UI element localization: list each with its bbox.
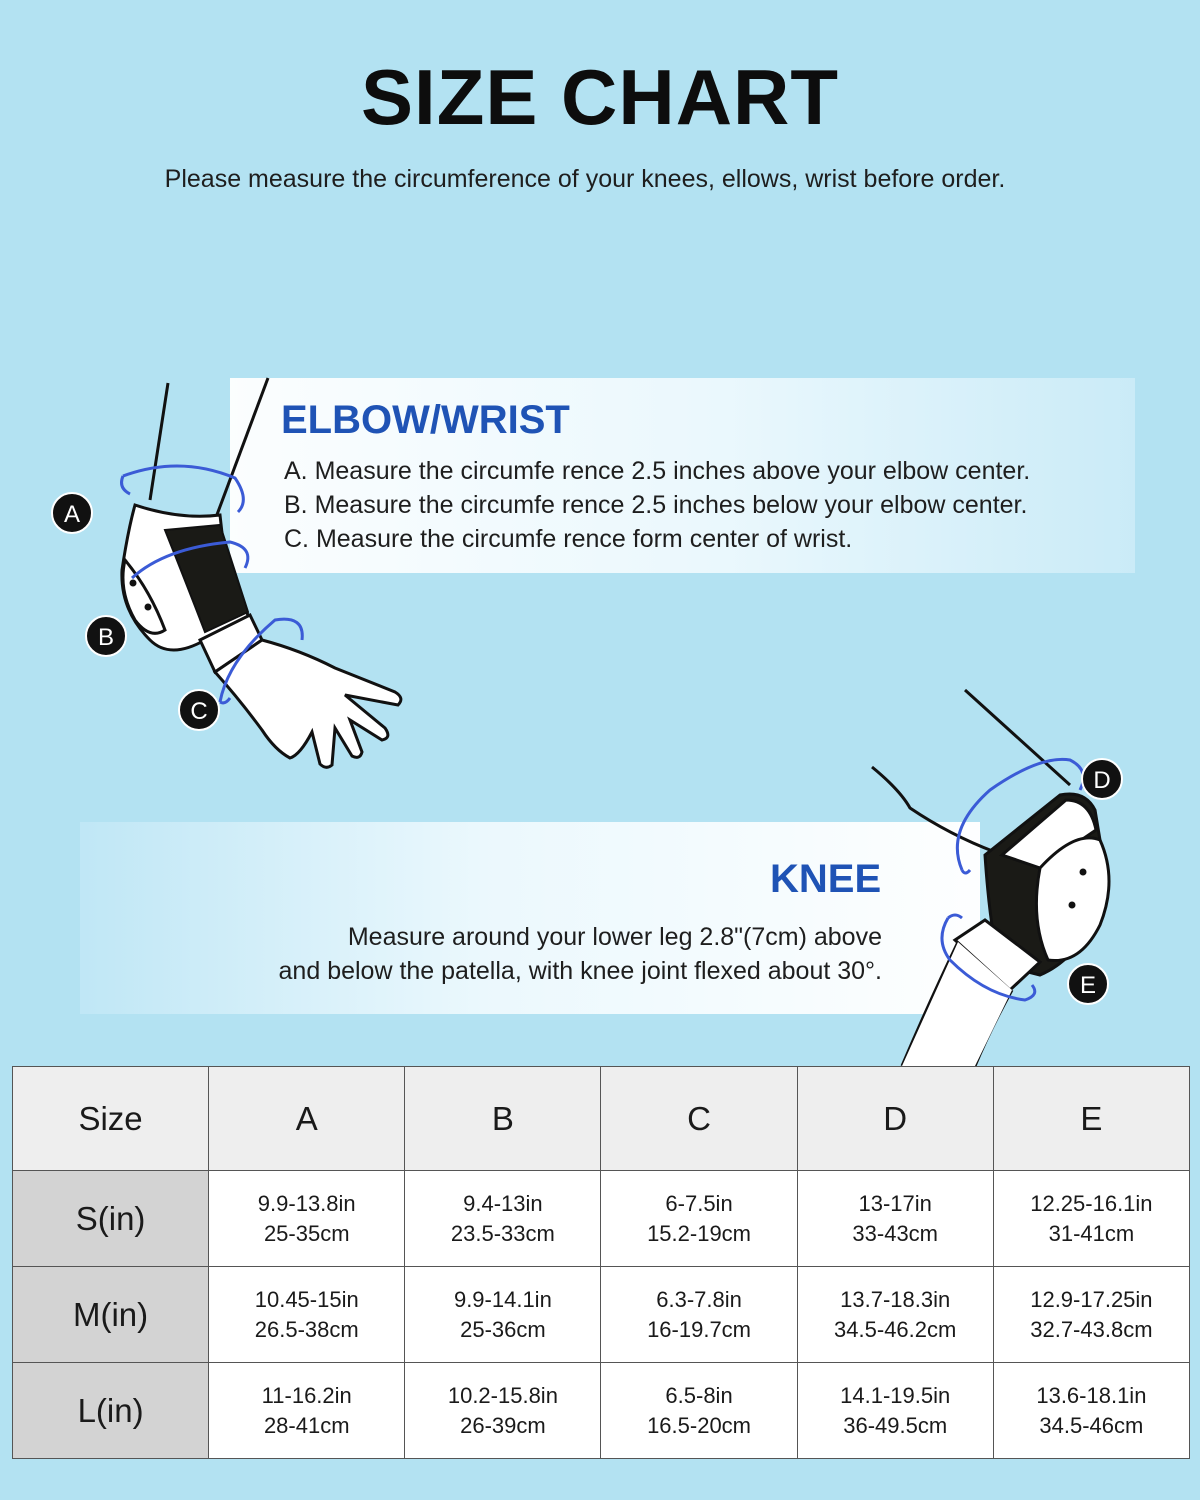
table-cell: 12.9-17.25in 32.7-43.8cm — [993, 1267, 1189, 1363]
size-table — [12, 1066, 1190, 1459]
table-cell: 9.9-13.8in 25-35cm — [209, 1171, 405, 1267]
hand-outline — [215, 640, 401, 767]
knee-heading: KNEE — [770, 857, 882, 901]
marker-b — [86, 616, 126, 656]
pad-dot — [145, 604, 152, 611]
elbow-instruction-b: B. Measure the circumfe rence 2.5 inches below your elbow center. — [284, 491, 1028, 519]
table-cell: 6.5-8in 16.5-20cm — [601, 1363, 797, 1459]
size-label: S(in) — [13, 1171, 209, 1267]
table-cell: 10.2-15.8in 26-39cm — [405, 1363, 601, 1459]
table-header-row — [13, 1067, 1190, 1171]
elbow-instruction-c: C. Measure the circumfe rence form center of wrist. — [284, 525, 853, 553]
knee-instructions — [162, 920, 882, 988]
measure-ring-e — [948, 915, 962, 918]
knee-instruction-line: Measure around your lower leg 2.8"(7cm) above — [347, 923, 882, 951]
table-cell: 14.1-19.5in 36-49.5cm — [797, 1363, 993, 1459]
table-cell: 6-7.5in 15.2-19cm — [601, 1171, 797, 1267]
pad-dot — [1080, 869, 1087, 876]
header-a: A — [209, 1067, 405, 1171]
measure-ring-d — [962, 870, 970, 873]
header-c: C — [601, 1067, 797, 1171]
table-cell: 11-16.2in 28-41cm — [209, 1363, 405, 1459]
table-cell: 9.9-14.1in 25-36cm — [405, 1267, 601, 1363]
marker-d — [1082, 759, 1122, 799]
pad-dot — [1069, 902, 1076, 909]
size-label: L(in) — [13, 1363, 209, 1459]
table-cell: 9.4-13in 23.5-33cm — [405, 1171, 601, 1267]
knee-instruction-line: and below the patella, with knee joint flexed about 30°. — [278, 957, 882, 985]
header-b: B — [405, 1067, 601, 1171]
size-label: M(in) — [13, 1267, 209, 1363]
table-cell: 13.6-18.1in 34.5-46cm — [993, 1363, 1189, 1459]
header-d: D — [797, 1067, 993, 1171]
marker-c — [179, 690, 219, 730]
upper-arm-line — [215, 378, 268, 520]
upper-arm-line — [150, 383, 168, 500]
table-cell: 13-17in 33-43cm — [797, 1171, 993, 1267]
elbow-wrist-illustration — [40, 370, 420, 790]
elbow-wrist-heading: ELBOW/WRIST — [281, 398, 570, 442]
table-cell: 6.3-7.8in 16-19.7cm — [601, 1267, 797, 1363]
measure-instruction: Please measure the circumference of your knees, ellows, wrist before order. — [164, 165, 1006, 193]
knee-illustration — [860, 680, 1160, 1070]
table-row — [13, 1267, 1190, 1363]
table-row — [13, 1171, 1190, 1267]
page-title: SIZE CHART — [361, 53, 839, 141]
marker-a — [52, 493, 92, 533]
marker-e — [1068, 964, 1108, 1004]
marker-d-label: D — [1093, 767, 1111, 794]
elbow-instruction-a: A. Measure the circumfe rence 2.5 inches above your elbow center. — [284, 457, 1031, 485]
header-e: E — [993, 1067, 1189, 1171]
header-size: Size — [13, 1067, 209, 1171]
table-row — [13, 1363, 1190, 1459]
marker-e-label: E — [1079, 972, 1097, 999]
measure-ring-a — [122, 476, 130, 494]
table-cell: 12.25-16.1in 31-41cm — [993, 1171, 1189, 1267]
pad-dot — [130, 580, 137, 587]
table-cell: 13.7-18.3in 34.5-46.2cm — [797, 1267, 993, 1363]
marker-c-label: C — [190, 698, 208, 725]
thigh-line — [872, 767, 995, 852]
table-cell: 10.45-15in 26.5-38cm — [209, 1267, 405, 1363]
marker-a-label: A — [63, 501, 81, 528]
marker-b-label: B — [97, 624, 115, 651]
thigh-line — [965, 690, 1070, 785]
